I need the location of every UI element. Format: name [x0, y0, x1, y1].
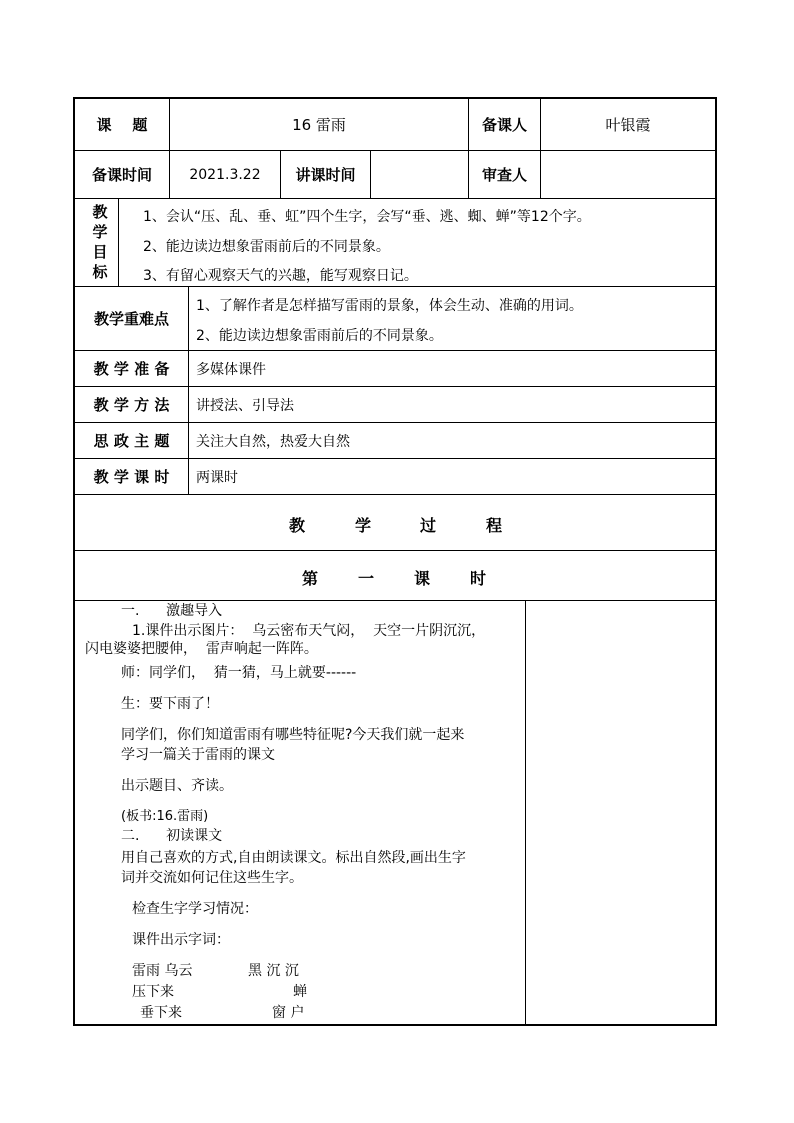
col-divider [118, 198, 119, 286]
goals-label-char: 标 [92, 263, 108, 281]
col-divider [525, 600, 526, 1024]
lecture-time-label: 讲课时间 [295, 166, 356, 184]
goals-label-char: 目 [92, 243, 108, 261]
process-text: 1.课件出示图片： 乌云密布天气闷， 天空一片阴沉沉， [132, 623, 486, 639]
key-points-label: 教学重难点 [93, 310, 169, 328]
row-divider [75, 494, 715, 495]
section-heading: 二. 初读课文 [121, 828, 223, 844]
word-right: 窗 户 [272, 1005, 305, 1021]
section-heading: 一. 激趣导入 [121, 603, 223, 619]
lesson-title-char: 第 [302, 569, 319, 588]
prep-materials-label: 教 学 准 备 [93, 360, 170, 378]
subject-label: 课 题 [96, 116, 148, 134]
process-text: 生：要下雨了！ [121, 696, 219, 712]
lesson-title-char: 课 [414, 569, 431, 588]
word-right: 蝉 [293, 984, 307, 1000]
process-text: 师：同学们， 猜一猜，马上就要------ [121, 665, 357, 681]
reviewer-label: 审查人 [481, 166, 527, 184]
goal-item: 3、有留心观察天气的兴趣，能写观察日记。 [143, 268, 418, 284]
preparer-value: 叶银霞 [605, 116, 651, 134]
lesson-title-char: 一 [358, 569, 375, 588]
process-title-char: 教 [289, 516, 306, 535]
teaching-method-value: 讲授法、引导法 [196, 397, 294, 414]
process-text: 课件出示字词： [132, 932, 230, 948]
lecture-time-value [371, 151, 468, 198]
goals-label-char: 学 [92, 223, 108, 241]
prep-time-value: 2021.3.22 [189, 166, 261, 183]
goal-item: 1、会认“压、乱、垂、虹”四个生字，会写“垂、逃、蜘、蝉”等12个字。 [143, 209, 591, 225]
teaching-method-label: 教 学 方 法 [93, 396, 170, 414]
word-left: 垂下来 [140, 1005, 182, 1021]
key-point-item: 1、了解作者是怎样描写雷雨的景象，体会生动、准确的用词。 [196, 298, 583, 314]
process-title-char: 学 [355, 516, 372, 535]
preparer-label: 备课人 [481, 116, 527, 134]
prep-materials-value: 多媒体课件 [196, 361, 266, 378]
key-point-item: 2、能边读边想象雷雨前后的不同景象。 [196, 328, 443, 344]
word-right: 黑 沉 沉 [248, 963, 299, 979]
process-text: 词并交流如何记住这些生字。 [121, 870, 303, 886]
process-text: 学习一篇关于雷雨的课文 [121, 747, 275, 763]
process-text: 检查生字学习情况： [132, 901, 258, 917]
process-text: 闪电婆婆把腰伸， 雷声响起一阵阵。 [85, 641, 318, 657]
process-text: (板书:16.雷雨) [121, 809, 209, 824]
theme-value: 关注大自然，热爱大自然 [196, 433, 350, 450]
class-hours-value: 两课时 [196, 469, 238, 486]
process-text: 同学们，你们知道雷雨有哪些特征呢?今天我们就一起来 [121, 727, 465, 743]
goal-item: 2、能边读边想象雷雨前后的不同景象。 [143, 239, 390, 255]
word-left: 压下来 [132, 984, 174, 1000]
goals-label-char: 教 [92, 203, 108, 221]
class-hours-label: 教 学 课 时 [93, 468, 170, 486]
theme-label: 思 政 主 题 [93, 432, 170, 450]
row-divider [75, 550, 715, 551]
reviewer-value [541, 151, 715, 198]
process-text: 用自己喜欢的方式,自由朗读课文。标出自然段,画出生字 [121, 850, 466, 866]
process-title-char: 过 [420, 516, 437, 535]
col-divider [188, 286, 189, 494]
lesson-title-char: 时 [470, 569, 487, 588]
row-divider [75, 600, 715, 601]
process-text: 出示题目、齐读。 [121, 778, 233, 794]
process-title-char: 程 [486, 516, 503, 535]
prep-time-label: 备课时间 [91, 166, 152, 184]
subject-value: 16 雷雨 [292, 116, 346, 134]
row-divider [75, 198, 715, 199]
word-left: 雷雨 乌云 [132, 963, 193, 979]
